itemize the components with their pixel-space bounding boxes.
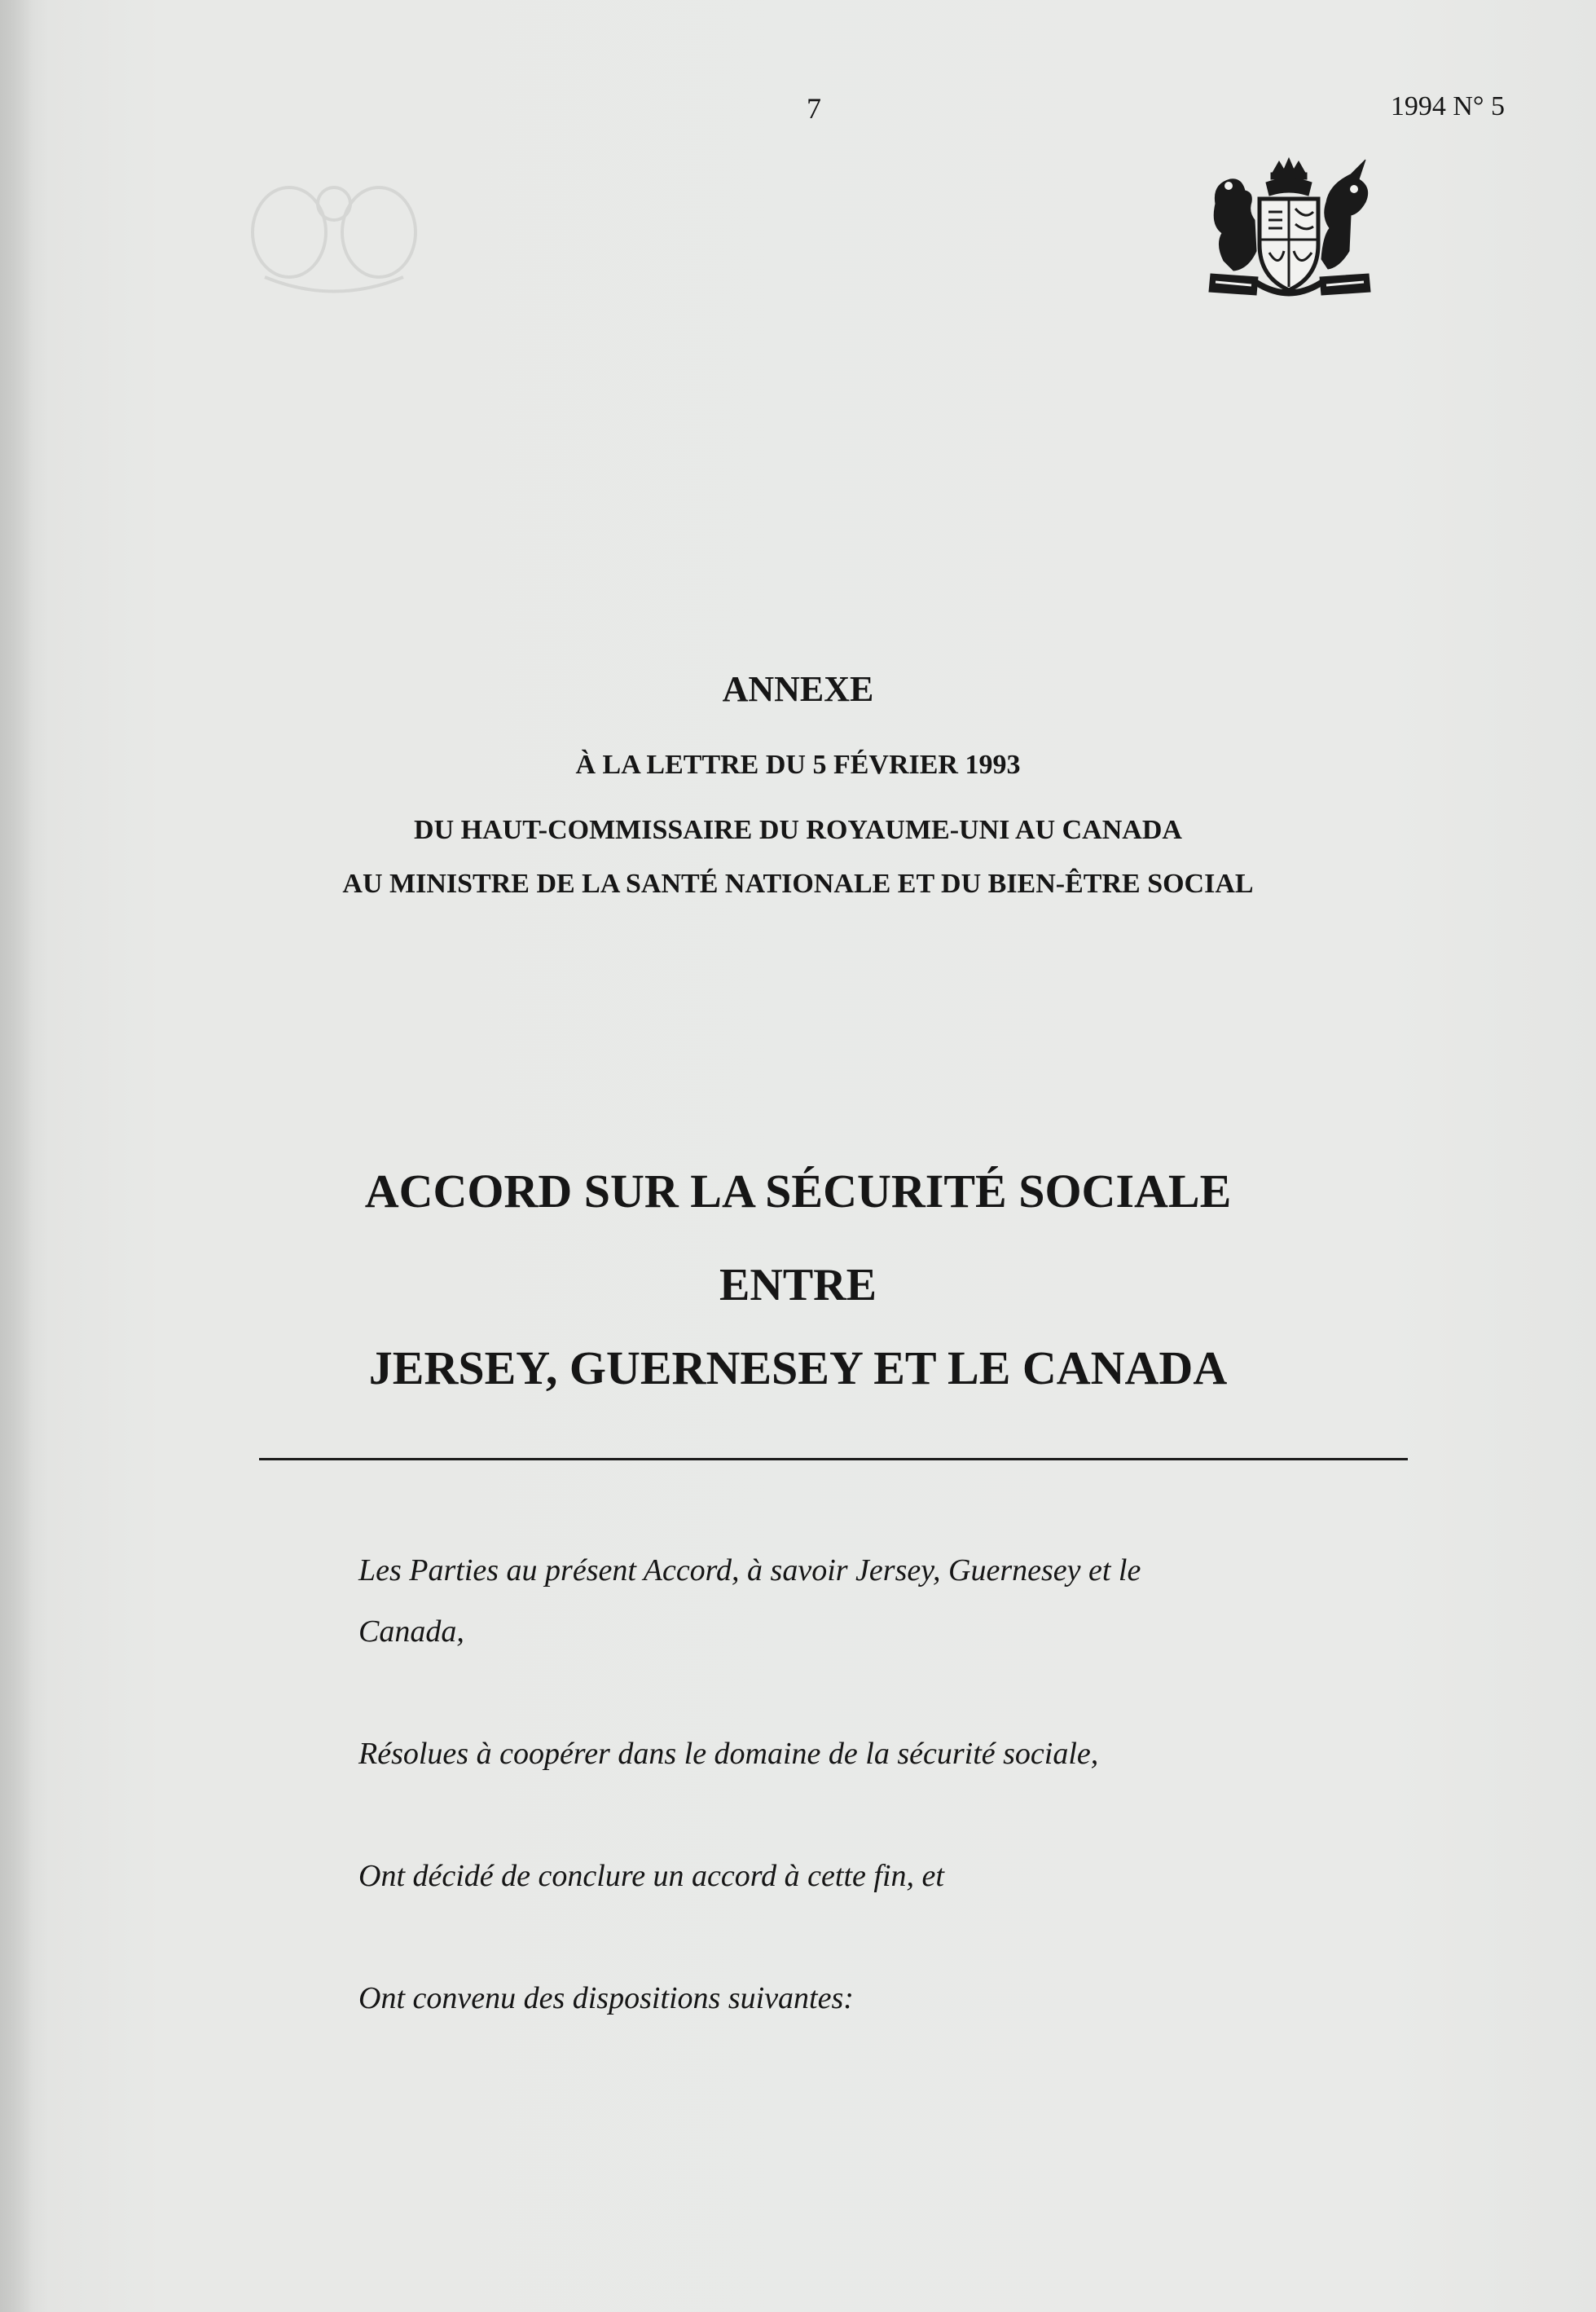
annex-line-recipient: AU MINISTRE DE LA SANTÉ NATIONALE ET DU BIEN-ÊTRE SOCIAL <box>342 869 1254 899</box>
page-spine-shadow <box>0 0 33 2312</box>
annex-heading: ANNEXE <box>722 669 874 709</box>
annex-line-sender: DU HAUT-COMMISSAIRE DU ROYAUME-UNI AU CANADA <box>414 815 1182 845</box>
preamble-resolved: Résolues à coopérer dans le domaine de la sécurité sociale, <box>358 1737 1099 1771</box>
preamble-parties-line-1: Les Parties au présent Accord, à savoir Jersey, Guernesey et le <box>358 1553 1141 1588</box>
preamble-agreed: Ont convenu des dispositions suivantes: <box>358 1981 854 2015</box>
agreement-title-line-3: JERSEY, GUERNESEY ET LE CANADA <box>368 1341 1228 1394</box>
preamble-parties-line-2: Canada, <box>358 1614 464 1649</box>
annex-line-letter-date: À LA LETTRE DU 5 FÉVRIER 1993 <box>575 750 1021 780</box>
agreement-title-line-2: ENTRE <box>719 1260 877 1310</box>
show-through-crest-icon <box>232 155 436 302</box>
preamble-decided: Ont décidé de conclure un accord à cette fin, et <box>358 1859 944 1893</box>
royal-coat-of-arms-icon <box>1191 155 1387 302</box>
agreement-title-line-1: ACCORD SUR LA SÉCURITÉ SOCIALE <box>364 1165 1232 1218</box>
document-reference: 1994 N° 5 <box>1390 91 1505 121</box>
title-divider <box>259 1458 1408 1460</box>
page-number: 7 <box>807 92 821 125</box>
